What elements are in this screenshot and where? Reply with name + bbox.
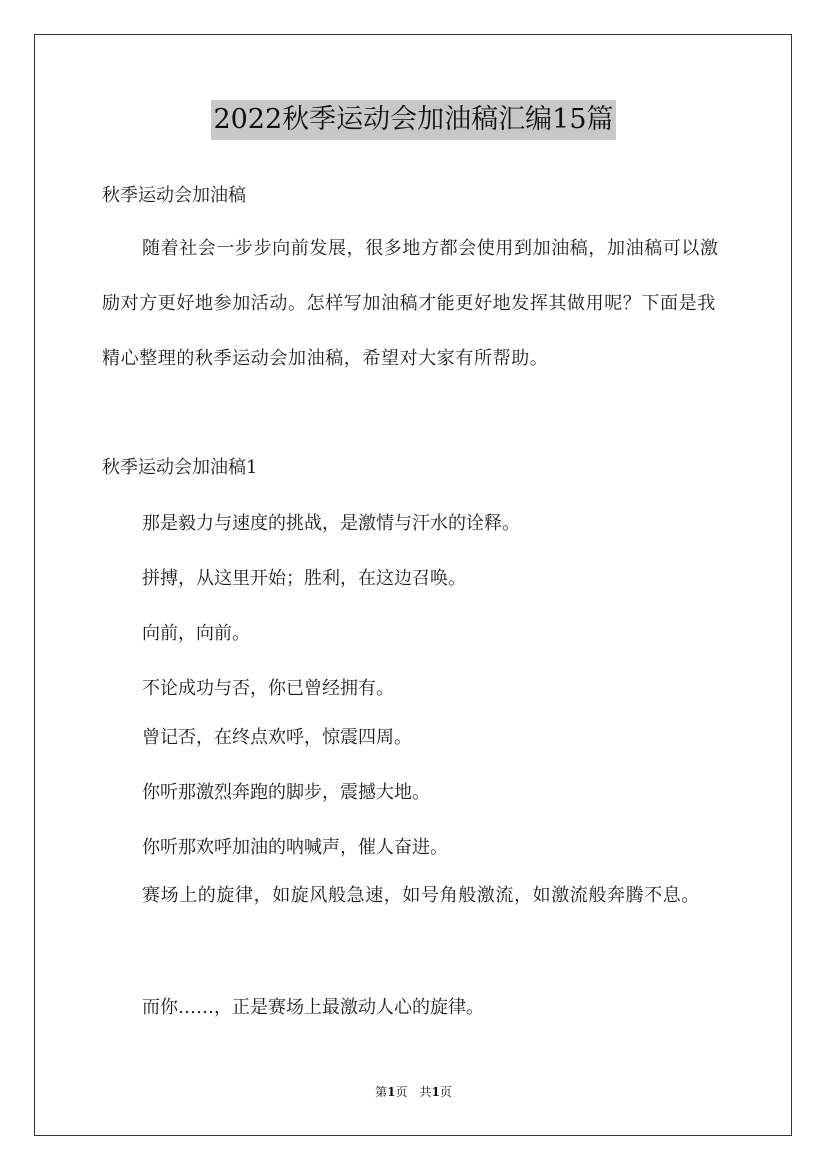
title-container [0,100,827,140]
body-paragraph-wrapped: 赛场上的旋律，如旋风般急速，如号角般激流，如激流般奔腾不息。 [142,885,700,906]
body-line: 曾记否，在终点欢呼，惊震四周。 [142,727,412,748]
footer-page-current: 1 [387,1085,396,1099]
body-line-last: 而你……，正是赛场上最激动人心的旋律。 [142,997,484,1018]
footer-mid: 页 共 [395,1085,432,1099]
footer-page-total: 1 [431,1085,440,1099]
intro-paragraph: 随着社会一步步向前发展，很多地方都会使用到加油稿，加油稿可以激励对方更好地参加活动。怎样写加油稿才能更好地发挥其做用呢？下面是我精心整理的秋季运动会加油稿，希望对大家有所帮助。 [102,238,719,369]
body-line: 拼搏，从这里开始；胜利，在这边召唤。 [142,568,466,589]
body-line: 你听那欢呼加油的呐喊声，催人奋进。 [142,837,448,858]
body-line: 那是毅力与速度的挑战，是激情与汗水的诠释。 [142,513,520,534]
footer-prefix: 第 [375,1085,388,1099]
document-title: 2022秋季运动会加油稿汇编15篇 [211,100,615,140]
body-line: 你听那激烈奔跑的脚步，震撼大地。 [142,782,430,803]
section-heading: 秋季运动会加油稿 [102,185,246,206]
article-heading: 秋季运动会加油稿1 [102,457,258,478]
body-line: 向前，向前。 [142,623,250,644]
body-line: 不论成功与否，你已曾经拥有。 [142,678,394,699]
footer-suffix: 页 [439,1085,452,1099]
page-footer [0,1083,827,1100]
